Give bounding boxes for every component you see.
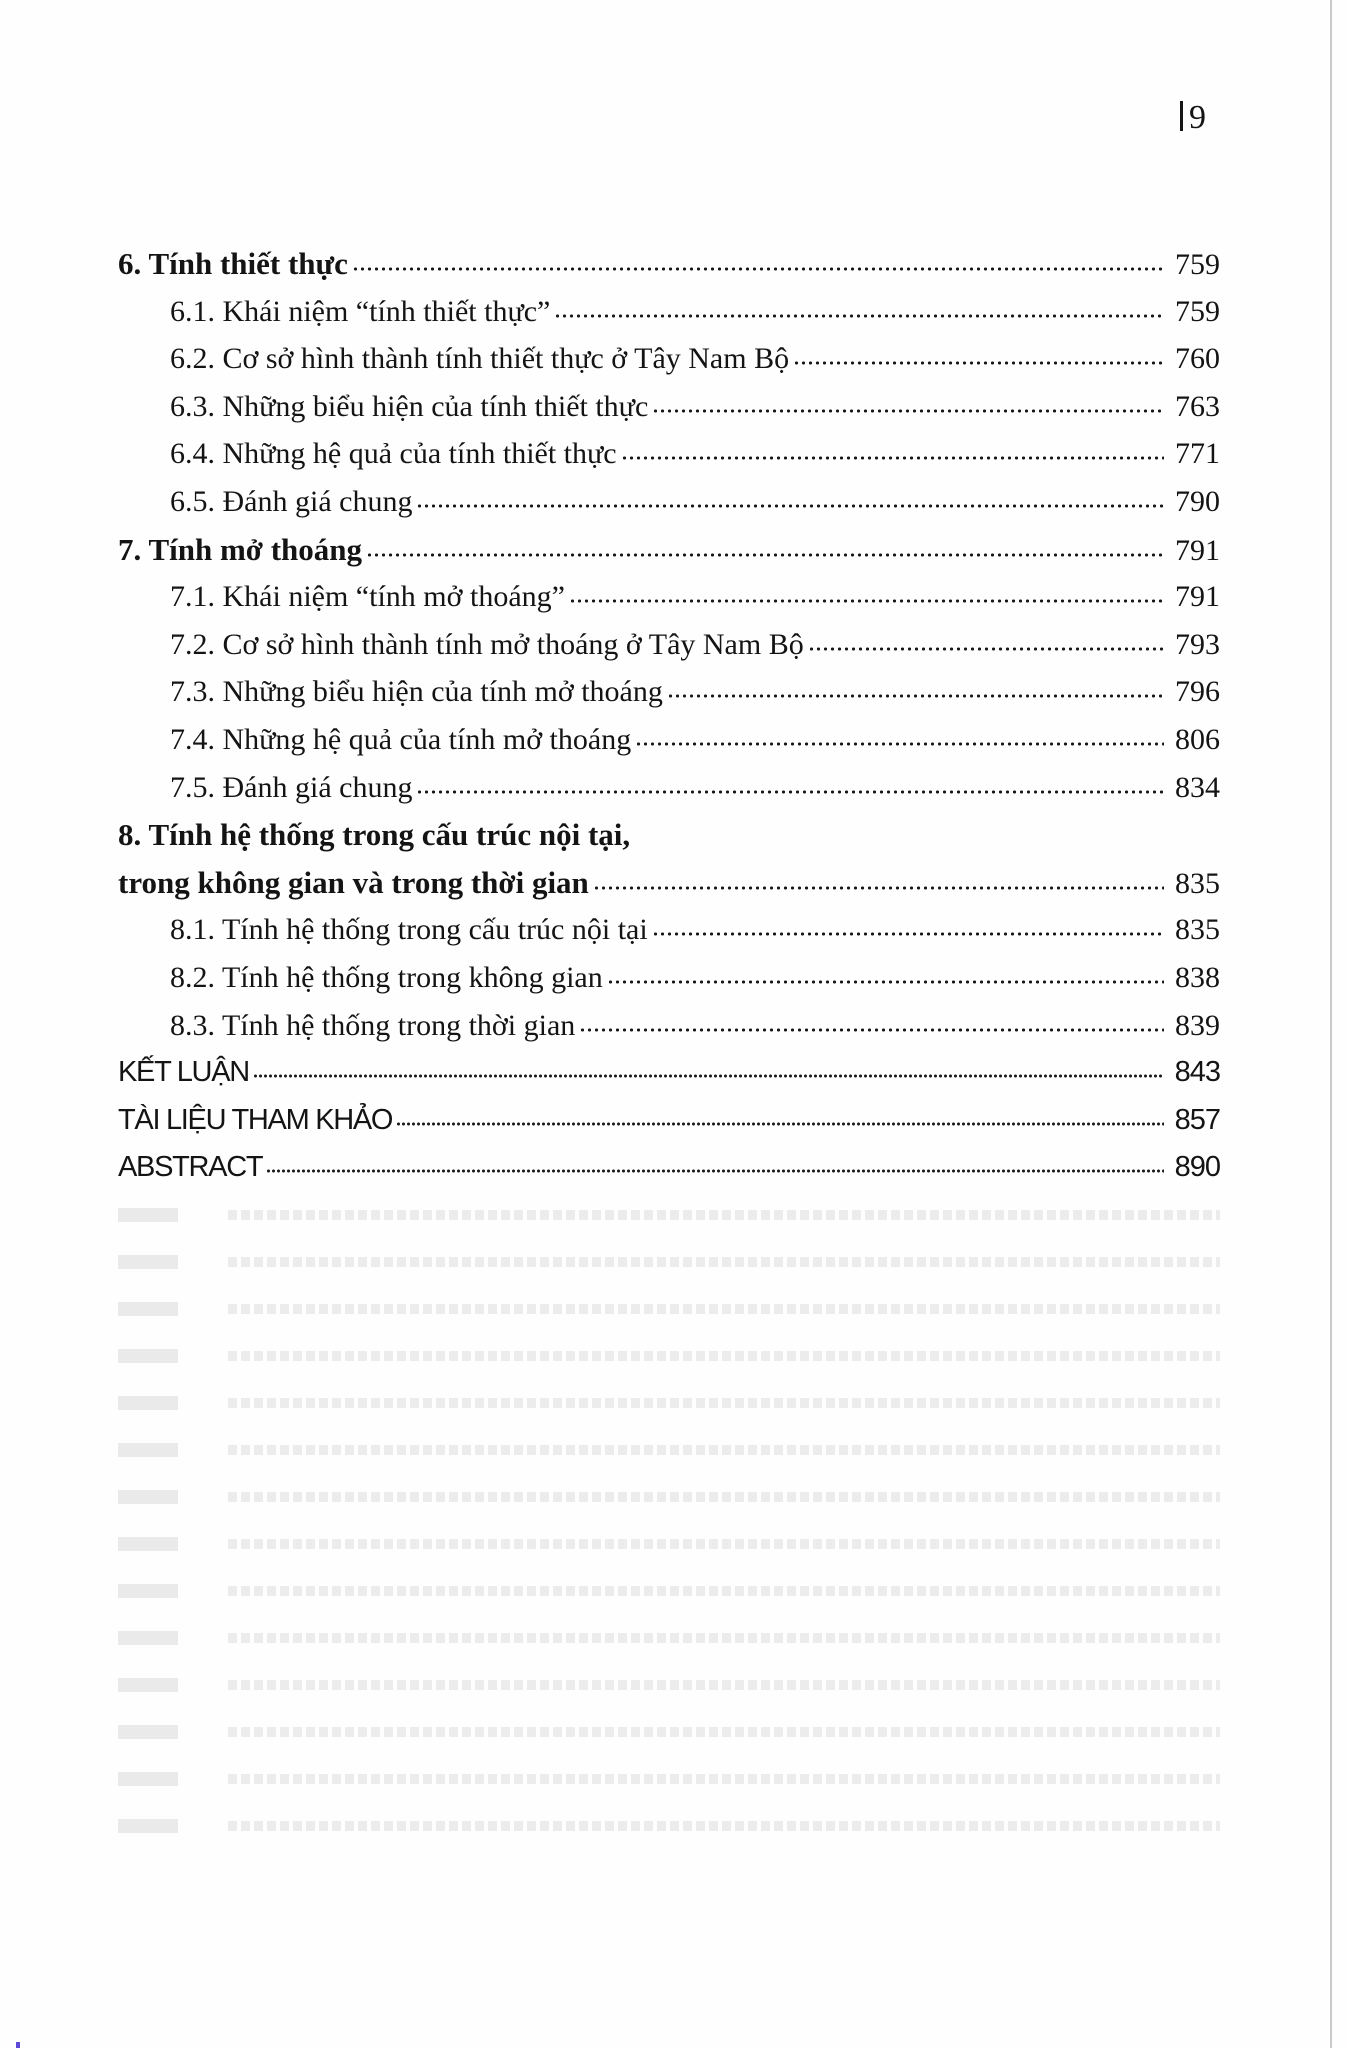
toc-entry-label: TÀI LIỆU THAM KHẢO bbox=[118, 1103, 393, 1136]
dot-leader bbox=[396, 1109, 1164, 1129]
toc-entry-page: 834 bbox=[1175, 770, 1220, 804]
toc-entry-page: 759 bbox=[1175, 294, 1220, 328]
toc-entry-tai-lieu-tham-khao[interactable] bbox=[118, 1097, 1220, 1145]
toc-entry-label: 6.1. Khái niệm “tính thiết thực” bbox=[170, 294, 551, 328]
toc-entry-page: 791 bbox=[1175, 533, 1220, 567]
toc-entry-label: 6. Tính thiết thực bbox=[118, 246, 348, 281]
toc-entry-page: 760 bbox=[1175, 342, 1220, 376]
toc-entry-page: 796 bbox=[1175, 675, 1220, 709]
show-through-text bbox=[118, 1190, 1220, 1910]
toc-entry-page: 790 bbox=[1175, 484, 1220, 518]
dot-leader bbox=[579, 1015, 1164, 1035]
dot-leader bbox=[652, 396, 1164, 416]
toc-entry-label: 6.2. Cơ sở hình thành tính thiết thực ở Tây Nam Bộ bbox=[170, 342, 790, 376]
toc-entry-page: 890 bbox=[1174, 1151, 1220, 1184]
toc-entry-6-1[interactable] bbox=[118, 288, 1220, 336]
toc-entry-8[interactable] bbox=[118, 811, 1220, 906]
table-of-contents bbox=[118, 240, 1220, 1192]
toc-entry-label: 6.4. Những hệ quả của tính thiết thực bbox=[170, 437, 617, 471]
toc-entry-page: 791 bbox=[1175, 580, 1220, 614]
toc-entry-label: 6.3. Những biểu hiện của tính thiết thực bbox=[170, 389, 649, 423]
toc-entry-label: 7. Tính mở thoáng bbox=[118, 531, 363, 567]
toc-entry-page: 839 bbox=[1175, 1008, 1220, 1042]
toc-entry-page: 838 bbox=[1175, 960, 1220, 994]
toc-entry-page: 857 bbox=[1174, 1103, 1220, 1136]
page-number bbox=[1180, 98, 1207, 138]
dot-leader bbox=[793, 348, 1164, 368]
toc-entry-label: 7.1. Khái niệm “tính mở thoáng” bbox=[170, 580, 565, 614]
dot-leader bbox=[253, 1061, 1164, 1081]
toc-entry-label: ABSTRACT bbox=[118, 1151, 263, 1184]
toc-entry-7-4[interactable] bbox=[118, 716, 1220, 764]
toc-entry-page: 771 bbox=[1175, 437, 1220, 471]
toc-entry-label: 6.5. Đánh giá chung bbox=[170, 484, 413, 518]
dot-leader bbox=[607, 967, 1164, 987]
toc-entry-label: trong không gian và trong thời gian bbox=[118, 864, 589, 900]
toc-entry-8-1[interactable] bbox=[118, 906, 1220, 954]
toc-entry-label: 8.2. Tính hệ thống trong không gian bbox=[170, 960, 603, 994]
dot-leader bbox=[352, 254, 1164, 274]
toc-entry-7-1[interactable] bbox=[118, 573, 1220, 621]
toc-entry-page: 835 bbox=[1175, 913, 1220, 947]
dot-leader bbox=[569, 586, 1164, 606]
dot-leader bbox=[416, 491, 1164, 511]
dot-leader bbox=[667, 681, 1164, 701]
toc-entry-label: 7.3. Những biểu hiện của tính mở thoáng bbox=[170, 675, 663, 709]
toc-entry-7-5[interactable] bbox=[118, 764, 1220, 812]
toc-entry-label: 7.4. Những hệ quả của tính mở thoáng bbox=[170, 722, 632, 756]
toc-entry-6[interactable] bbox=[118, 240, 1220, 288]
scan-artifact bbox=[16, 2042, 20, 2048]
toc-entry-6-3[interactable] bbox=[118, 383, 1220, 431]
dot-leader bbox=[554, 301, 1164, 321]
toc-entry-page: 763 bbox=[1175, 389, 1220, 423]
toc-entry-label: 7.2. Cơ sở hình thành tính mở thoáng ở Tây Nam Bộ bbox=[170, 627, 804, 661]
page-number-value: 9 bbox=[1189, 99, 1207, 136]
toc-entry-label: KẾT LUẬN bbox=[118, 1056, 249, 1089]
toc-entry-8-3[interactable] bbox=[118, 1002, 1220, 1050]
dot-leader bbox=[366, 540, 1164, 560]
dot-leader bbox=[266, 1156, 1164, 1176]
toc-entry-8-2[interactable] bbox=[118, 954, 1220, 1002]
toc-entry-label: 8.1. Tính hệ thống trong cấu trúc nội tại bbox=[170, 913, 648, 947]
dot-leader bbox=[416, 777, 1164, 797]
toc-entry-7-3[interactable] bbox=[118, 668, 1220, 716]
dot-leader bbox=[652, 919, 1164, 939]
dot-leader bbox=[808, 634, 1164, 654]
dot-leader bbox=[593, 873, 1164, 893]
dot-leader bbox=[635, 729, 1164, 749]
toc-entry-7[interactable] bbox=[118, 526, 1220, 574]
toc-entry-label: 8.3. Tính hệ thống trong thời gian bbox=[170, 1008, 576, 1042]
toc-entry-7-2[interactable] bbox=[118, 621, 1220, 669]
toc-entry-page: 843 bbox=[1174, 1056, 1220, 1089]
toc-entry-6-4[interactable] bbox=[118, 430, 1220, 478]
toc-entry-page: 759 bbox=[1175, 248, 1220, 281]
toc-entry-ket-luan[interactable] bbox=[118, 1049, 1220, 1097]
toc-entry-label-line1: 8. Tính hệ thống trong cấu trúc nội tại, bbox=[118, 817, 631, 853]
toc-entry-6-5[interactable] bbox=[118, 478, 1220, 526]
toc-entry-page: 793 bbox=[1175, 627, 1220, 661]
toc-entry-page: 806 bbox=[1175, 722, 1220, 756]
page-edge-line bbox=[1330, 0, 1332, 2048]
toc-entry-6-2[interactable] bbox=[118, 335, 1220, 383]
toc-entry-abstract[interactable] bbox=[118, 1144, 1220, 1192]
toc-entry-label: 7.5. Đánh giá chung bbox=[170, 770, 413, 804]
page-number-bar bbox=[1180, 101, 1183, 131]
toc-entry-page: 835 bbox=[1175, 866, 1220, 900]
dot-leader bbox=[621, 443, 1164, 463]
